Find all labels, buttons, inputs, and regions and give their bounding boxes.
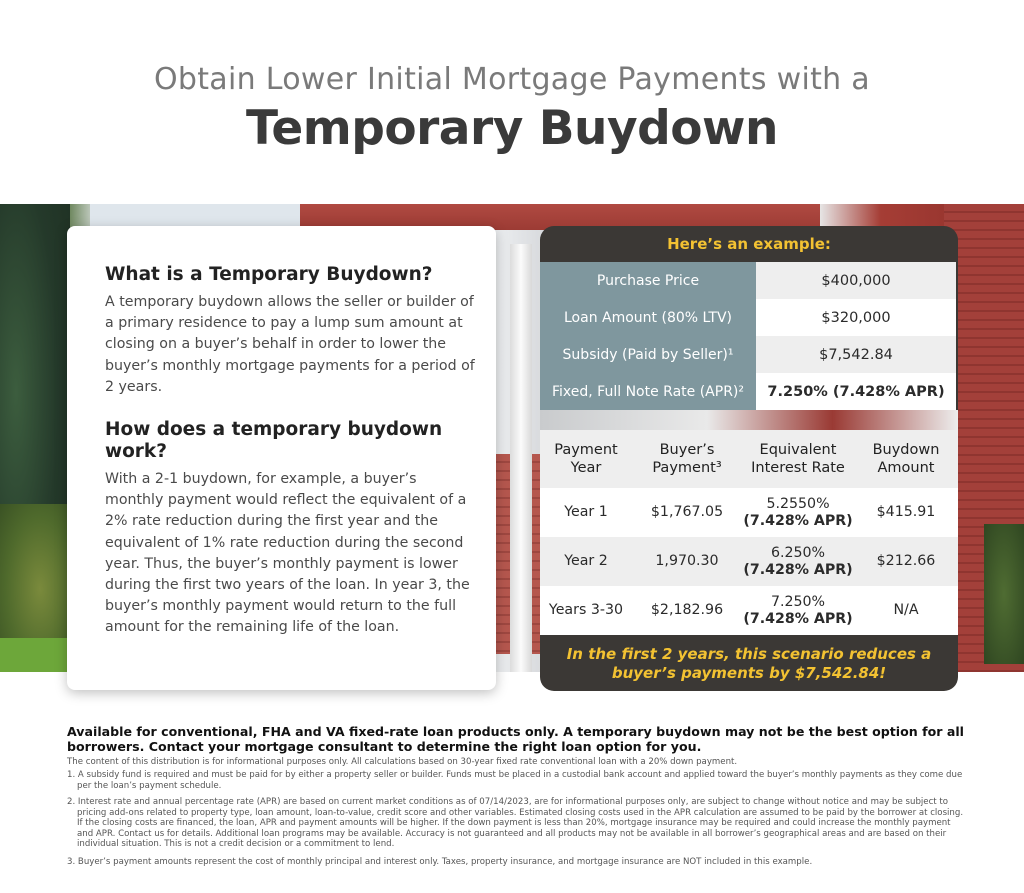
payment-table-header — [540, 430, 958, 488]
row-value: $400,000 — [756, 262, 956, 299]
rate-value: 6.250% — [770, 544, 826, 561]
example-panel — [540, 226, 958, 691]
footer-intro: The content of this distribution is for informational purposes only. All calculations based on 30-year fixed rate conventional loan with a 20% down payment. — [67, 757, 738, 767]
question-body-1: A temporary buydown allows the seller or builder of a primary residence to pay a lump sum amount at closing on a buyer’s behalf in order to lower the buyer’s monthly mortgage payments for a period of 2 years. — [105, 294, 475, 395]
page-title: Temporary Buydown — [246, 101, 778, 156]
rate-apr: (7.428% APR) — [743, 561, 853, 578]
rate-value: 5.2550% — [766, 495, 830, 512]
interest-rate — [742, 586, 854, 635]
summary-line-1: In the first 2 years, this scenario reduces a — [566, 645, 932, 663]
column-header: Equivalent Interest Rate — [751, 442, 845, 476]
payment-year: Year 1 — [564, 504, 608, 520]
interest-rate — [742, 488, 854, 537]
payment-table — [540, 430, 958, 635]
payment-year: Years 3-30 — [548, 602, 624, 618]
buyer-payment: 1,970.30 — [655, 553, 719, 569]
buydown-amount: N/A — [893, 602, 919, 618]
question-title-1: What is a Temporary Buydown? — [105, 264, 433, 285]
row-label: Purchase Price — [540, 262, 756, 299]
buydown-amount: $415.91 — [876, 504, 936, 520]
table-row — [540, 586, 958, 635]
table-row — [540, 537, 958, 586]
footnote-2: 2. Interest rate and annual percentage rate (APR) are based on current market conditions as of 07/14/2023, are for informational purposes only, are subject to change without notice and may be subject to pricing add-ons related to property type, loan amount, loan-to-value, credit score and other variables. Estimated closing costs used in the APR calculation are assumed to be paid by the borrower at closing. If the closing costs are financed, the loan, APR and payment amounts will be higher. If the down payment is less than 20%, mortgage insurance may be required and could increase the monthly payment and APR. Contact us for details. Additional loan programs may be available. Accuracy is not guaranteed and all products may not be available in all borrower’s geographical areas and are based on their individual situation. This is not a credit decision or a commitment to lend. — [67, 797, 964, 850]
summary-callout — [540, 637, 958, 691]
column-header: Payment Year — [554, 442, 618, 476]
table-row — [540, 299, 958, 336]
summary-line-2: buyer’s payments by $7,542.84! — [611, 664, 887, 682]
rate-value: 7.250% — [770, 593, 826, 610]
rate-apr: (7.428% APR) — [743, 512, 853, 529]
buyer-payment: $2,182.96 — [650, 602, 724, 618]
payment-year: Year 2 — [564, 553, 608, 569]
row-label: Fixed, Full Note Rate (APR)² — [540, 373, 756, 410]
photo-column — [510, 244, 532, 672]
question-title-2: How does a temporary buydown work? — [105, 419, 443, 462]
example-table — [540, 262, 958, 410]
row-value: $7,542.84 — [756, 336, 956, 373]
footnote-3: 3. Buyer’s payment amounts represent the cost of monthly principal and interest only. Taxes, property insurance, and mortgage insurance are NOT included in this example. — [67, 857, 813, 867]
column-header: Buydown Amount — [872, 442, 940, 476]
row-label: Loan Amount (80% LTV) — [540, 299, 756, 336]
page-heading — [0, 62, 1024, 156]
question-body-2: With a 2-1 buydown, for example, a buyer’s monthly payment would reflect the equivalent of a 2% rate reduction during the first year and the equivalent of 1% rate reduction during the second year. Thus, the buyer’s monthly payment is lower during the first two years of the loan. In year 3, the buyer’s monthly payment would return to the full amount for the remaining life of the loan. — [105, 471, 470, 636]
table-row — [540, 262, 958, 299]
table-row — [540, 373, 958, 410]
footer-disclaimer-bold: Available for conventional, FHA and VA fixed-rate loan products only. A temporary buydown may not be the best option for all borrowers. Contact your mortgage consultant to determine the right loan option for you. — [67, 724, 964, 754]
table-row — [540, 336, 958, 373]
rate-apr: (7.428% APR) — [743, 610, 853, 627]
interest-rate — [742, 537, 854, 586]
buydown-amount: $212.66 — [876, 553, 936, 569]
info-card — [67, 226, 496, 690]
column-header: Buyer’s Payment³ — [652, 442, 722, 476]
page-subtitle: Obtain Lower Initial Mortgage Payments with a — [153, 62, 870, 97]
table-row — [540, 488, 958, 537]
footnote-1: 1. A subsidy fund is required and must be paid for by either a property seller or builder. Funds must be placed in a custodial bank account and applied toward the buyer’s monthly payments as they come due per the loan’s payment schedule. — [67, 770, 963, 791]
row-value: 7.250% (7.428% APR) — [756, 373, 956, 410]
buyer-payment: $1,767.05 — [650, 504, 724, 520]
photo-gap — [540, 410, 958, 430]
row-value: $320,000 — [756, 299, 956, 336]
example-header: Here’s an example: — [667, 235, 831, 253]
photo-shrub-right — [984, 524, 1024, 664]
row-label: Subsidy (Paid by Seller)¹ — [540, 336, 756, 373]
